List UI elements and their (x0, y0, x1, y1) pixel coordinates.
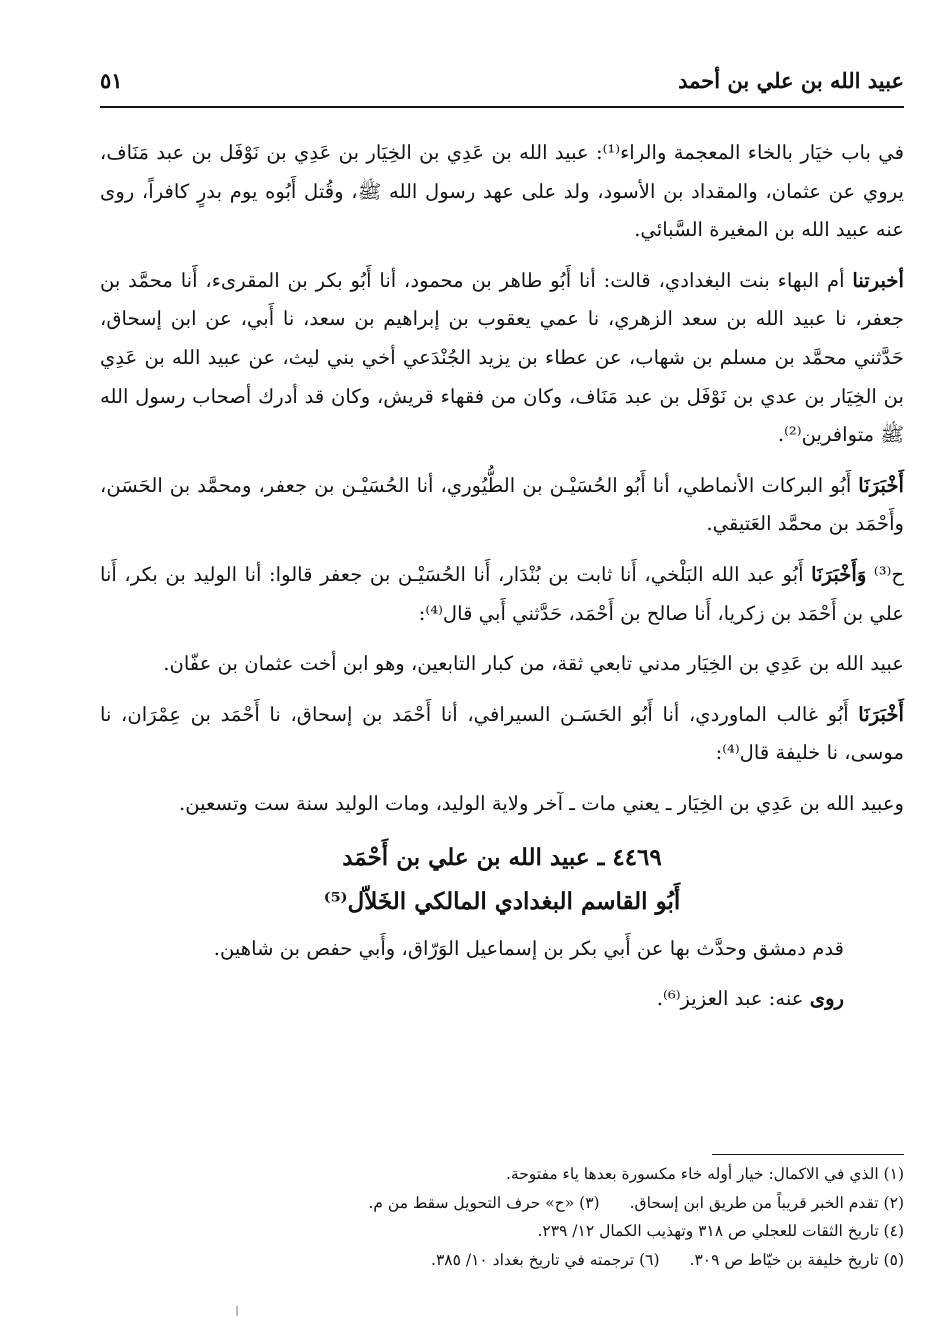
paragraph (100, 645, 904, 684)
footnote-line (200, 1160, 904, 1189)
paragraph-text: عبيد الله بن عَدِي بن الخِيَار مدني تابعي ثقة، من كبار التابعين، وهو ابن أخت عثمان بن عفّان. (163, 652, 904, 676)
paragraph-text: أَبُو غالب الماوردي، أنا أَبُو الحَسَـن السيرافي، أنا أَحْمَد بن إسحاق، نا أَحْمَد بن عِمْرَان، نا موسى، نا خليفة قال⁽⁴⁾: (100, 702, 904, 765)
isnad-lead: وَأَخْبَرَنَا (811, 562, 867, 586)
footnote: (٦) ترجمته في تاريخ بغداد ١٠/ ٣٨٥. (431, 1250, 660, 1269)
page-header (100, 68, 904, 102)
entry-title: ٤٤٦٩ ـ عبيد الله بن علي بن أَحْمَد (342, 843, 662, 871)
paragraph (100, 134, 904, 250)
paragraph (100, 980, 904, 1019)
paragraph (100, 556, 904, 633)
footnote-line (200, 1217, 904, 1246)
tahwil-mark: ح⁽³⁾ (866, 562, 905, 586)
paragraph (100, 262, 904, 455)
scan-mark (236, 1306, 238, 1316)
footnote-line (200, 1246, 904, 1275)
entry-subtitle: أَبُو القاسم البغدادي المالكي الخَلاّل⁽⁵⁾ (323, 887, 681, 915)
paragraph-text: عنه: عبد العزيز⁽⁶⁾. (656, 987, 810, 1011)
paragraph (100, 696, 904, 773)
paragraph-text: أَبُو البركات الأنماطي، أنا أَبُو الحُسَيْـن بن الطُّيُوري، أنا الحُسَيْـن بن جعفر، ومحمَّد بن الحَسَن، وأَحْمَد بن محمَّد العَتيقي. (100, 473, 904, 536)
paragraph-text: في باب خيَار بالخاء المعجمة والراء⁽¹⁾: عبيد الله بن عَدِي بن الخِيَار بن عَدِي بن نَوْفَل بن عبد مَنَاف، يروي عن عثمان، والمقداد بن الأسود، ولد على عهد رسول الله ﷺ، وقُتل أَبُوه يوم بدرٍ كافراً، روى عنه عبيد الله بن المغيرة السَّبائي. (100, 141, 904, 242)
footnote: (٤) تاريخ الثقات للعجلي ص ٣١٨ وتهذيب الكمال ١٢/ ٢٣٩. (537, 1222, 904, 1241)
header-rule (100, 106, 904, 108)
footnotes (200, 1160, 904, 1274)
footnote-rule (712, 1154, 904, 1155)
isnad-lead: أَخْبَرَنَا (858, 702, 904, 726)
paragraph-text: وعبيد الله بن عَدِي بن الخِيَار ـ يعني مات ـ آخر ولاية الوليد، ومات الوليد سنة ست وتسعين. (178, 791, 904, 815)
footnote-line (200, 1189, 904, 1218)
paragraph (100, 467, 904, 544)
page-body (100, 134, 904, 1031)
paragraph (100, 930, 904, 969)
running-title: عبيد الله بن علي بن أحمد (678, 68, 904, 93)
footnote: (٢) تقدم الخبر قريباً من طريق ابن إسحاق. (629, 1193, 904, 1212)
page-number: ٥١ (100, 68, 123, 93)
isnad-lead: روى (809, 987, 844, 1011)
paragraph (100, 785, 904, 824)
isnad-lead: أخبرتنا (852, 268, 904, 292)
paragraph-text: أم البهاء بنت البغدادي، قالت: أنا أَبُو طاهر بن محمود، أنا أَبُو بكر بن المقرىء، أَنا محمَّد بن جعفر، نا عبيد الله بن سعد الزهري، نا عمي يعقوب بن إبراهيم بن سعد، نا أَبي، عن ابن إسحاق، حَدَّثني محمَّد بن مسلم بن شهاب، عن عطاء بن يزيد الجُنْدَعي أخي بني ليث، عن عبيد الله بن عَدِي بن الخِيَار بن عدي بن نَوْفَل بن عبد مَنَاف، وكان من فقهاء قريش، وكان قد أدرك أصحاب رسول الله ﷺ متوافرين⁽²⁾. (100, 268, 904, 447)
footnote: (٣) «ح» حرف التحويل سقط من م. (368, 1193, 600, 1212)
footnote: (١) الذي في الاكمال: خيار أوله خاء مكسورة بعدها ياء مفتوحة. (505, 1165, 904, 1183)
paragraph-text: أَبُو عبد الله البَلْخي، أَنا ثابت بن بُنْدَار، أَنا الحُسَيْـن بن جعفر قالوا: أنا الوليد بن بكر، أَنا علي بن أَحْمَد بن زكريا، أَنا صالح بن أَحْمَد، حَدَّثني أَبي قال⁽⁴⁾: (100, 562, 904, 625)
paragraph-text: قدم دمشق وحدَّث بها عن أَبي بكر بن إسماعيل الوَرّاق، وأَبي حفص بن شاهين. (213, 936, 844, 960)
footnote: (٥) تاريخ خليفة بن خيّاط ص ٣٠٩. (689, 1250, 904, 1269)
isnad-lead: أَخْبَرَنَا (858, 473, 904, 497)
